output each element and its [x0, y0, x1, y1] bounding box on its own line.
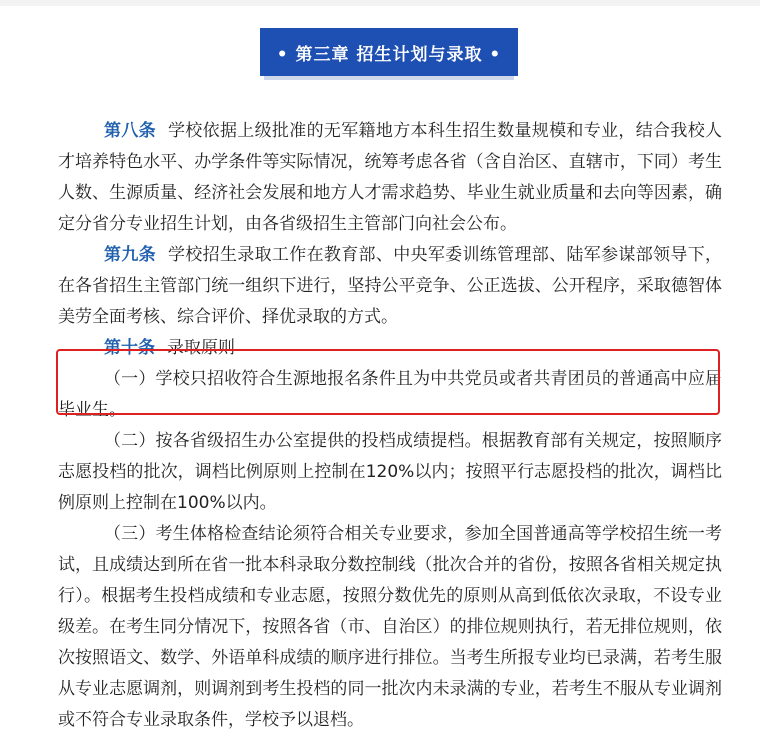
article-text: 学校招生录取工作在教育部、中央军委训练管理部、陆军参谋部领导下，在各省招生主管部门统一组织下进行，坚持公平竞争、公正选拔、公开程序，采取德智体美劳全面考核、综合评价、择优录取的方式。	[58, 245, 723, 327]
clause-1: （一）学校只招收符合生源地报名条件且为中共党员或者共青团员的普通高中应届毕业生。	[58, 369, 722, 420]
top-rule	[0, 0, 760, 6]
article-label: 第八条	[104, 121, 156, 141]
chapter-title: • 第三章 招生计划与录取 •	[276, 44, 502, 65]
article-text: 学校依据上级批准的无军籍地方本科生招生数量规模和专业，结合我校人才培养特色水平、办学条件等实际情况，统筹考虑各省（含自治区、直辖市，下同）考生人数、生源质量、经济社会发展和地方人才需求趋势、毕业生就业质量和去向等因素，确定分省分专业招生计划，由各省级招生主管部门向社会公布。	[58, 121, 723, 234]
article-9	[58, 240, 722, 333]
clause-2: （二）按各省级招生办公室提供的投档成绩提档。根据教育部有关规定，按照顺序志愿投档的批次，调档比例原则上控制在120%以内；按照平行志愿投档的批次，调档比例原则上控制在100%以内。	[58, 431, 722, 513]
chapter-banner	[260, 28, 518, 76]
banner-shadow	[264, 76, 514, 80]
highlight-box	[56, 349, 720, 415]
article-8	[58, 116, 722, 240]
article-label: 第十条	[104, 338, 155, 358]
document-body	[58, 116, 722, 736]
clause-3: （三）考生体格检查结论须符合相关专业要求，参加全国普通高等学校招生统一考试，且成绩达到所在省一批本科录取分数控制线（批次合并的省份，按照各省相关规定执行）。根据考生投档成绩和专业志愿，按照分数优先的原则从高到低依次录取，不设专业级差。在考生同分情况下，按照各省（市、自治区）的排位规则执行，若无排位规则，依次按照语文、数学、外语单科成绩的顺序进行排位。当考生所报专业均已录满，若考生服从专业志愿调剂，则调剂到考生投档的同一批次内未录满的专业，若考生不服从专业调剂或不符合专业录取条件，学校予以退档。	[58, 524, 722, 730]
article-label: 第九条	[104, 245, 156, 265]
article-text: 录取原则	[167, 338, 235, 358]
